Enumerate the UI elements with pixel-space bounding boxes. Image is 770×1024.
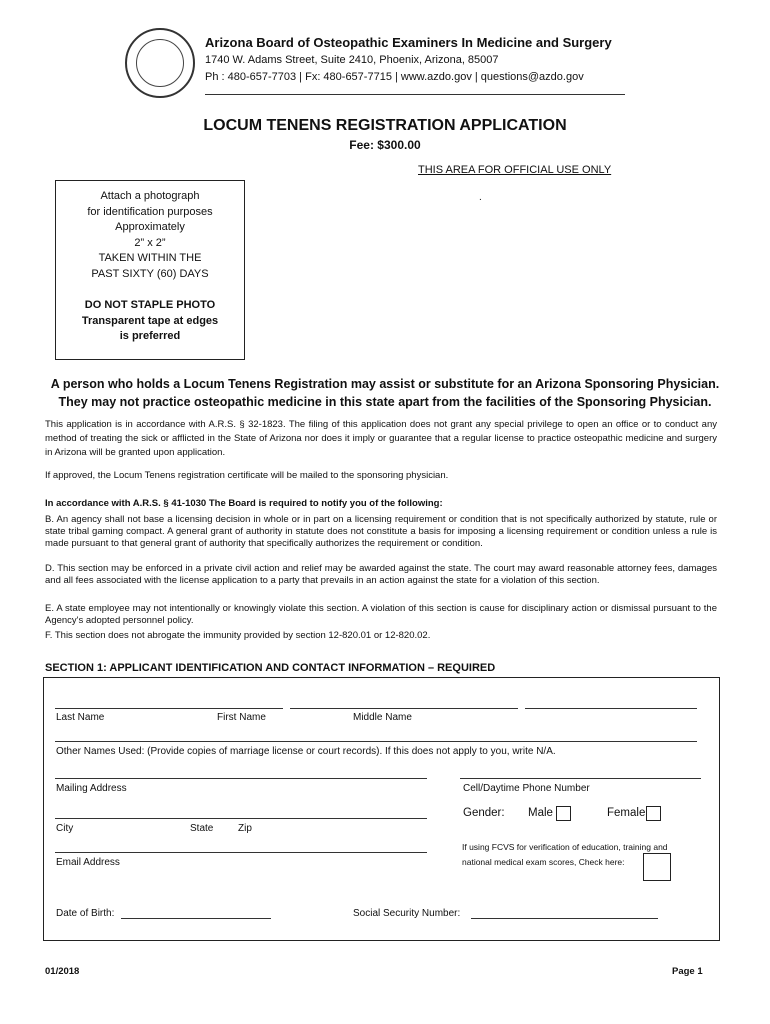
fee-amount: Fee: $300.00: [349, 138, 421, 152]
photo-instruction-9: is preferred: [119, 330, 181, 342]
city-state-zip-field[interactable]: [55, 818, 427, 819]
org-address: 1740 W. Adams Street, Suite 2410, Phoenix, Arizona, 85007: [205, 54, 499, 66]
paragraph-statute: This application is in accordance with A.R.S. § 32-1823. The filing of this application does not grant any special privilege to open an office or to conduct any method of treating the sick or afflicted in the State of Arizona nor does it imply or guarantee that a regular license to practice osteopathic medicine and surgery in Arizona will be granted upon application.: [45, 419, 717, 458]
gender-label: Gender:: [463, 807, 505, 819]
fcvs-checkbox[interactable]: [643, 853, 671, 881]
header-divider: [205, 94, 625, 95]
paragraph-notice-e: E. A state employee may not intentionally or knowingly violate this section. A violation of this section is cause for disciplinary action or dismissal pursuant to the Agency's adopted personnel policy.: [45, 603, 717, 627]
cell-phone-label: Cell/Daytime Phone Number: [463, 783, 590, 794]
ssn-field[interactable]: [471, 918, 658, 919]
paragraph-notice-f: F. This section does not abrogate the immunity provided by section 12-820.01 or 12-820.02.: [45, 630, 431, 641]
male-label: Male: [528, 807, 553, 819]
email-label: Email Address: [56, 857, 120, 868]
photo-instruction-7: DO NOT STAPLE PHOTO: [84, 299, 216, 311]
photo-instruction-8: Transparent tape at edges: [81, 314, 219, 327]
section-1-title: SECTION 1: APPLICANT IDENTIFICATION AND CONTACT INFORMATION – REQUIRED: [45, 662, 496, 674]
mailing-address-field[interactable]: [55, 778, 427, 779]
paragraph-notice-b: B. An agency shall not base a licensing decision in whole or in part on a licensing requirement or condition that is not specifically authorized by statute, rule or state tribal gaming compact. A general grant of authority in statute does not constitute a basis for imposing a licensing requirement or condition unless a rule is made pursuant to that general grant of authority that specifically authorizes the requirement or condition.: [45, 514, 717, 550]
middle-name-field[interactable]: [525, 708, 697, 709]
photo-instruction-6: PAST SIXTY (60) DAYS: [91, 267, 209, 280]
seal-inner-ring: [136, 39, 184, 87]
middle-name-label: Middle Name: [353, 712, 412, 723]
dob-label: Date of Birth:: [56, 908, 115, 919]
mailing-address-label: Mailing Address: [56, 783, 127, 794]
state-seal: [125, 28, 195, 98]
photo-instruction-2: for identification purposes: [87, 205, 213, 218]
dob-field[interactable]: [121, 918, 271, 919]
male-checkbox[interactable]: [556, 806, 571, 821]
fcvs-instruction-1: If using FCVS for verification of education, training and: [462, 842, 668, 852]
city-label: City: [56, 823, 74, 834]
page-title: LOCUM TENENS REGISTRATION APPLICATION: [203, 117, 567, 134]
official-use-heading: THIS AREA FOR OFFICIAL USE ONLY: [418, 164, 612, 176]
last-name-field[interactable]: [55, 708, 283, 709]
last-name-label: Last Name: [56, 712, 105, 723]
ssn-label: Social Security Number:: [353, 908, 461, 919]
female-checkbox[interactable]: [646, 806, 661, 821]
photo-attachment-box[interactable]: [55, 180, 245, 360]
fcvs-instruction-2: national medical exam scores, Check here:: [462, 857, 625, 867]
paragraph-approval: If approved, the Locum Tenens registration certificate will be mailed to the sponsoring physician.: [45, 470, 449, 481]
headline-line-1: A person who holds a Locum Tenens Registration may assist or substitute for an Arizona Sponsoring Physician.: [50, 377, 720, 391]
email-field[interactable]: [55, 852, 427, 853]
page-number: Page 1: [672, 966, 703, 977]
state-label: State: [190, 823, 214, 834]
zip-label: Zip: [238, 823, 252, 834]
other-names-field[interactable]: [55, 741, 697, 742]
other-names-label: Other Names Used: (Provide copies of marriage license or court records). If this does not apply to you, write N/A.: [56, 746, 556, 757]
paragraph-notice-d: D. This section may be enforced in a private civil action and relief may be awarded against the state. The court may award reasonable attorney fees, damages and all fees associated with the license application to a party that prevails in an action against the state for a violation of this section.: [45, 563, 717, 587]
official-use-mark: .: [479, 192, 482, 203]
photo-instruction-3: Approximately: [115, 221, 185, 233]
form-revision-date: 01/2018: [45, 966, 80, 977]
headline-line-2: They may not practice osteopathic medicine in this state apart from the facilities of the Sponsoring Physician.: [58, 395, 712, 409]
first-name-label: First Name: [217, 712, 266, 723]
org-name: Arizona Board of Osteopathic Examiners In Medicine and Surgery: [205, 35, 612, 50]
photo-instruction-1: Attach a photograph: [100, 190, 200, 202]
female-label: Female: [607, 807, 646, 819]
photo-instruction-4: 2” x 2”: [134, 236, 166, 249]
paragraph-notice-heading: In accordance with A.R.S. § 41-1030 The Board is required to notify you of the following:: [45, 498, 443, 509]
first-name-field[interactable]: [290, 708, 518, 709]
cell-phone-field[interactable]: [460, 778, 701, 779]
photo-instruction-5: TAKEN WITHIN THE: [98, 252, 202, 264]
org-contact: Ph : 480-657-7703 | Fx: 480-657-7715 | www.azdo.gov | questions@azdo.gov: [205, 71, 584, 83]
